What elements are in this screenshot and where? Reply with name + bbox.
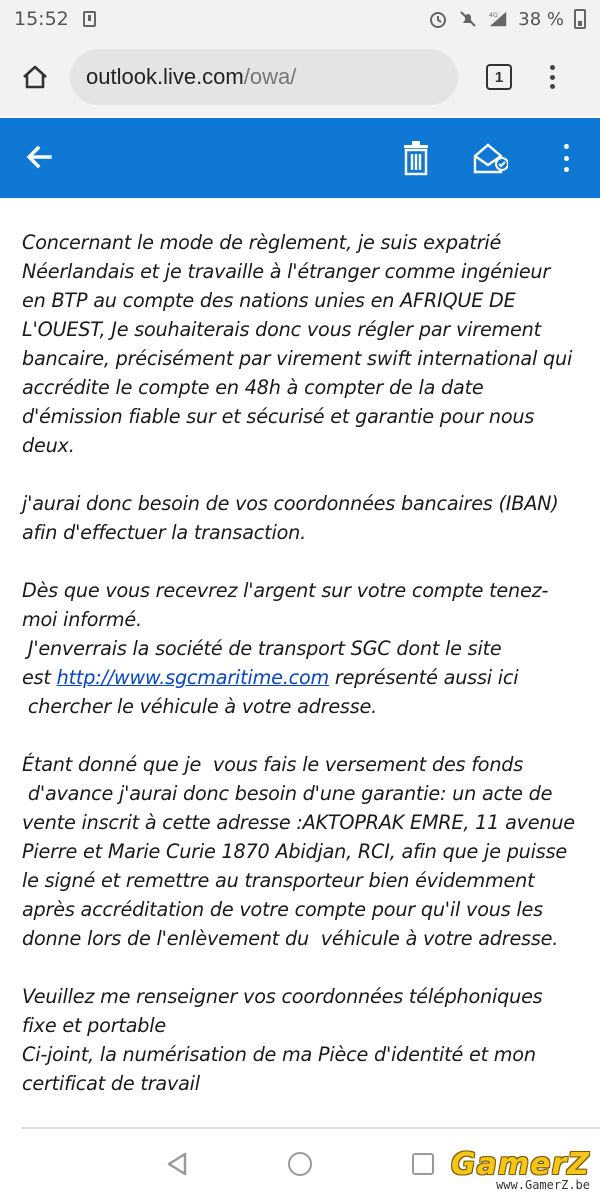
message-line: bancaire, précisément par virement swift international qui <box>22 347 573 370</box>
mark-read-icon <box>472 140 508 176</box>
tab-switcher-button[interactable] <box>486 64 512 90</box>
message-line: deux. <box>22 434 75 457</box>
nav-home-icon[interactable] <box>288 1152 312 1176</box>
message-line: certificat de travail <box>22 1072 200 1095</box>
message-paragraph <box>22 576 584 721</box>
message-line: vente inscrit à cette adresse :AKTOPRAK EMRE, 11 avenue <box>22 811 575 834</box>
message-line: fixe et portable <box>22 1014 166 1037</box>
more-options-button[interactable] <box>556 140 576 176</box>
tab-count: 1 <box>494 68 504 86</box>
url-domain: outlook.live.com <box>86 64 244 89</box>
browser-menu-button[interactable] <box>542 62 562 92</box>
message-line: d'émission fiable sur et sécurisé et garantie pour nous <box>22 405 535 428</box>
message-body <box>22 228 584 1127</box>
more-options-icon <box>564 144 569 149</box>
message-line: accrédite le compte en 48h à compter de la date <box>22 376 484 399</box>
status-icons <box>428 9 586 30</box>
message-line: Dès que vous recevrez l'argent sur votre compte tenez- <box>22 579 549 602</box>
nav-recent-apps-icon[interactable] <box>412 1153 434 1175</box>
message-paragraph <box>22 228 584 460</box>
svg-text:4G: 4G <box>489 12 499 20</box>
watermark <box>451 1147 590 1192</box>
message-line: moi informé. <box>22 608 142 631</box>
back-button[interactable] <box>22 140 56 174</box>
message-line: Veuillez me renseigner vos coordonnées téléphoniques <box>22 985 543 1008</box>
download-notification-icon <box>83 11 96 27</box>
message-paragraph <box>22 489 584 547</box>
address-bar[interactable] <box>70 49 458 105</box>
message-line: Concernant le mode de règlement, je suis expatrié <box>22 231 502 254</box>
browser-toolbar <box>0 38 600 116</box>
status-time: 15:52 <box>14 8 69 30</box>
scroll-divider <box>22 1127 600 1129</box>
home-button[interactable] <box>16 58 54 96</box>
battery-icon <box>574 9 586 29</box>
nav-back-icon[interactable] <box>166 1152 188 1176</box>
message-line: Néerlandais et je travaille à l'étranger comme ingénieur <box>22 260 551 283</box>
link-suffix: représenté aussi ici <box>328 666 519 689</box>
message-line <box>22 663 584 692</box>
message-paragraph <box>22 750 584 953</box>
watermark-url: www.GamerZ.be <box>496 1178 590 1192</box>
watermark-logo: GamerZ <box>450 1147 590 1182</box>
message-line: j'aurai donc besoin de vos coordonnées bancaires (IBAN) <box>22 492 559 515</box>
trash-icon <box>402 140 430 176</box>
message-line: J'enverrais la société de transport SGC dont le site <box>22 637 502 660</box>
message-line: donne lors de l'enlèvement du véhicule à votre adresse. <box>22 927 559 950</box>
message-line: Pierre et Marie Curie 1870 Abidjan, RCI, afin que je puisse <box>22 840 567 863</box>
message-line: en BTP au compte des nations unies en AFRIQUE DE <box>22 289 516 312</box>
alarm-icon <box>428 9 448 29</box>
message-line: chercher le véhicule à votre adresse. <box>22 695 378 718</box>
link-prefix: est <box>22 666 57 689</box>
message-line: d'avance j'aurai donc besoin d'une garantie: un acte de <box>22 782 553 805</box>
message-line: Ci-joint, la numérisation de ma Pièce d'identité et mon <box>22 1043 536 1066</box>
message-line: le signé et remettre au transporteur bien évidemment <box>22 869 535 892</box>
status-bar <box>0 0 600 38</box>
url-path: /owa/ <box>243 64 297 89</box>
mark-read-button[interactable] <box>472 140 508 176</box>
mute-icon <box>458 9 478 29</box>
outlook-header <box>0 118 600 198</box>
back-arrow-icon <box>22 140 56 174</box>
message-line: L'OUEST, Je souhaiterais donc vous régler par virement <box>22 318 541 341</box>
signal-icon <box>488 9 508 29</box>
message-line: après accréditation de votre compte pour qu'il vous les <box>22 898 543 921</box>
message-line: Étant donné que je vous fais le versement des fonds <box>22 753 524 776</box>
battery-level: 38 % <box>518 8 564 30</box>
message-paragraph <box>22 982 584 1098</box>
message-line: afin d'effectuer la transaction. <box>22 521 306 544</box>
home-icon <box>20 62 50 92</box>
delete-button[interactable] <box>402 140 430 176</box>
website-link[interactable]: http://www.sgcmaritime.com <box>56 666 329 689</box>
